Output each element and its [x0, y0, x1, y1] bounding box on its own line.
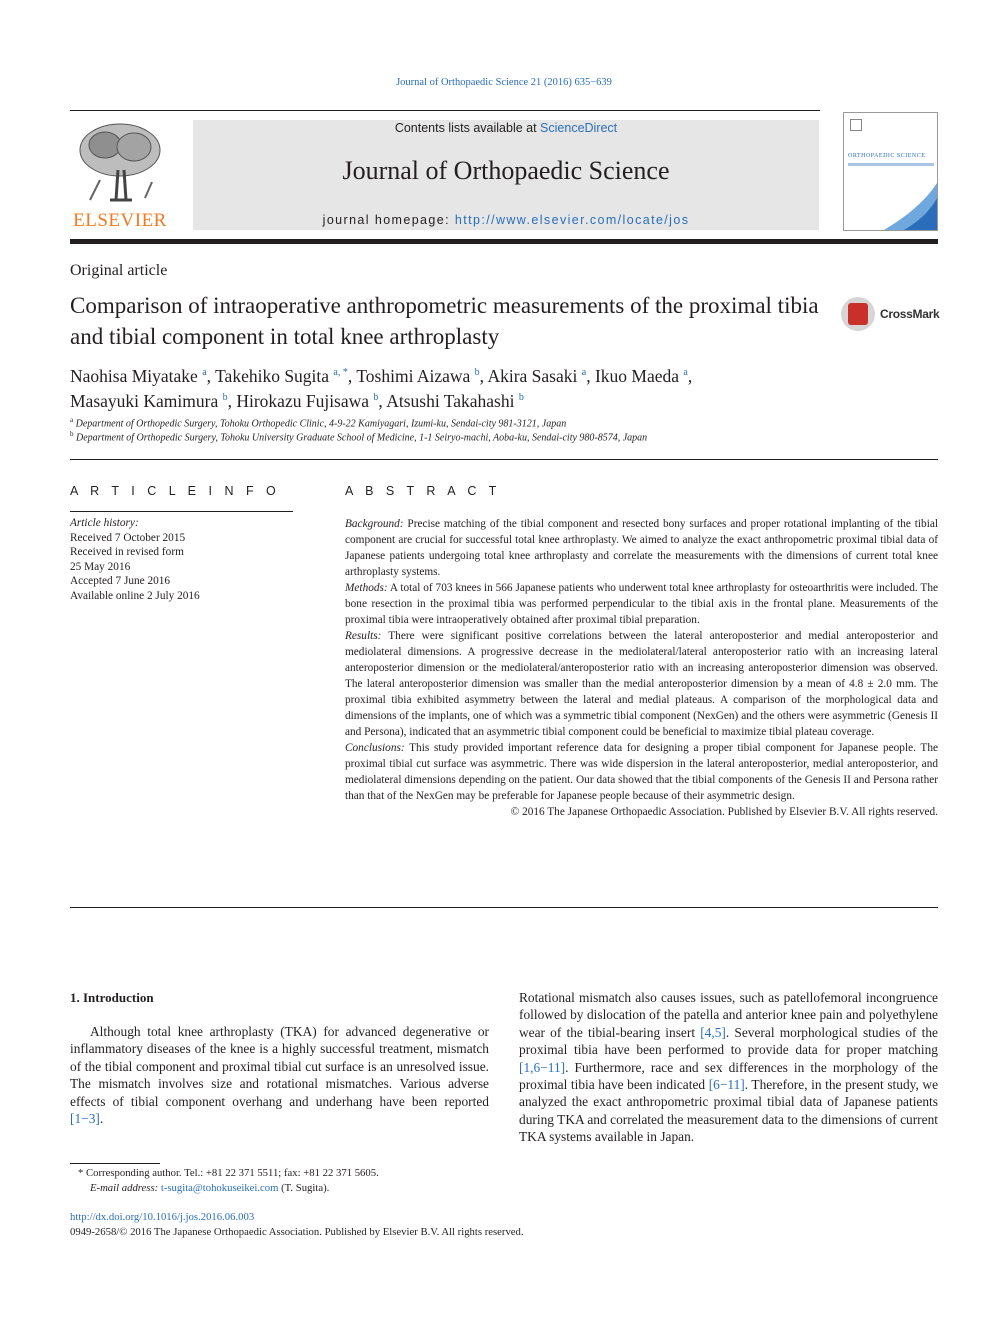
author-affil-sup[interactable]: b [474, 367, 480, 378]
abstract-heading: A B S T R A C T [345, 484, 501, 498]
reference-link[interactable]: [1−3] [70, 1111, 100, 1127]
affiliation-b: $^b$ Department of Orthopedic Surgery, Tohoku University Graduate School of Medicine, 1-1 Seiryo-machi, Aoba-ku, Sendai-city 980-8574, Japan [70, 430, 648, 444]
abstract-copyright: © 2016 The Japanese Orthopaedic Association. Published by Elsevier B.V. All rights reserved. [510, 806, 938, 818]
article-info-heading: A R T I C L E I N F O [70, 484, 281, 498]
author-name[interactable]: Hirokazu Fujisawa [236, 390, 370, 411]
journal-banner [193, 120, 819, 230]
doi-link[interactable]: http://dx.doi.org/10.1016/j.jos.2016.06.003 [70, 1211, 255, 1223]
reference-link[interactable]: [4,5] [700, 1024, 726, 1040]
author-line-1: Naohisa Miyatake $^a$, Takehiko Sugita $^{a, *}$, Toshimi Aizawa $^b$, Akira Sasaki $^a$, Ikuo Maeda $^a$, [70, 365, 693, 386]
intro-paragraph-1: Although total knee arthroplasty (TKA) for advanced degenerative or inflammatory diseases of the knee is a highly successful treatment, mismatch of the tibial component and proximal tibial cut surface is an unresolved issue. The mismatch involves size and rotational mismatches. Various adverse effects of tibial component overhang and underhang have been reported [1−3]. [70, 1024, 489, 1127]
author-affil-sup[interactable]: a [581, 367, 587, 378]
author-list [70, 362, 930, 412]
introduction-heading: 1. Introduction [70, 990, 154, 1005]
journal-title: Journal of Orthopaedic Science [342, 156, 670, 185]
journal-cover-thumbnail[interactable] [843, 112, 938, 231]
corresponding-line: * Corresponding author. Tel.: +81 22 371 5511; fax: +81 22 371 5605. [78, 1167, 379, 1179]
history-item: Received in revised form [70, 546, 184, 558]
contents-line [193, 121, 819, 135]
affiliations-rule [70, 459, 938, 460]
author-name[interactable]: Toshimi Aizawa [356, 365, 471, 386]
elsevier-logo [70, 120, 170, 232]
author-name[interactable]: Masayuki Kamimura [70, 390, 219, 411]
author-affil-sup[interactable]: a [683, 367, 688, 378]
history-item: Accepted 7 June 2016 [70, 575, 171, 587]
author-name[interactable]: Takehiko Sugita [215, 365, 330, 386]
abstract-results: Results: There were significant positive correlations between the lateral anteroposterior and medial anteroposterior and mediolateral dimensions. A progressive decrease in the mediolateral/lateral anteroposterior ratio with an increasing lateral anteroposterior dimension or the mediolateral/anteroposterior ratio with an increasing anteroposterior dimension was observed. The lateral anteroposterior dimension was smaller than the medial anteroposterior dimension by a mean of 4.8 ± 2.0 mm. The proximal tibia exhibited asymmetry between the lateral and medial plateaus. A comparison of the morphological data and dimensions of the implants, one of which was a symmetric tibial component (NexGen) and the others were asymmetric (Genesis II and Persona), indicated that an asymmetric tibial component could be beneficial to maximize tibial plateau coverage. [345, 630, 938, 738]
body-right-column [519, 989, 938, 1146]
crossmark-icon [841, 297, 875, 331]
cover-wave-graphic [844, 113, 937, 230]
crossmark-label: CrossMark [880, 307, 940, 321]
author-name[interactable]: Akira Sasaki [487, 365, 578, 386]
body-left-column [70, 1023, 489, 1127]
abstract-methods: Methods: A total of 703 knees in 566 Japanese patients who underwent total knee arthroplasty for osteoarthritis were included. The bone resection in the proximal tibia was performed perpendicular to the tibial axis in the frontal plane. Measurements of the proximal tibia were intraoperatively obtained after proximal tibial preparation. [345, 582, 938, 626]
history-item: Available online 2 July 2016 [70, 589, 200, 602]
affiliation-a: $^a$ Department of Orthopedic Surgery, Tohoku Orthopedic Clinic, 4-9-22 Kamiyagari, Izumi-ku, Sendai-city 981-3121, Japan [70, 416, 567, 430]
author-line-2: Masayuki Kamimura $^b$, Hirokazu Fujisawa $^b$, Atsushi Takahashi $^b$ [70, 390, 524, 411]
corresponding-author-footnote [70, 1166, 500, 1196]
email-line: E-mail address: t-sugita@tohokuseikei.com (T. Sugita). [90, 1182, 330, 1194]
article-title: Comparison of intraoperative anthropometric measurements of the proximal tibia and tibial component in total knee arthroplasty [70, 293, 819, 349]
author-name[interactable]: Ikuo Maeda [594, 365, 680, 386]
author-affil-sup[interactable]: b [373, 391, 379, 403]
journal-homepage [193, 213, 819, 227]
crossmark-badge[interactable] [841, 297, 941, 333]
author-name[interactable]: Naohisa Miyatake [70, 365, 198, 386]
reference-link[interactable]: [1,6−11] [519, 1059, 566, 1075]
cover-title: ORTHOPAEDIC SCIENCE [848, 153, 926, 159]
header-bottom-rule [70, 239, 938, 244]
journal-citation-link[interactable]: Journal of Orthopaedic Science 21 (2016) 635−639 [396, 77, 612, 88]
email-link[interactable]: t-sugita@tohokuseikei.com [160, 1182, 279, 1194]
author-affil-sup[interactable]: b [222, 391, 228, 403]
author-name[interactable]: Atsushi Takahashi [386, 390, 515, 411]
abstract-body [345, 516, 938, 820]
history-item: 25 May 2016 [70, 560, 131, 573]
article-info-rule [70, 511, 293, 512]
history-label: Article history: [70, 517, 139, 529]
author-affil-sup[interactable]: b [518, 391, 524, 403]
homepage-link[interactable]: http://www.elsevier.com/locate/jos [454, 213, 690, 227]
abstract-background: Background: Precise matching of the tibial component and resected bony surfaces and proper rotational implanting of the tibial component are crucial for successful total knee arthroplasty. We aimed to analyze the exact anthropometric proximal tibial data of Japanese patients undergoing total knee arthroplasty and correlate the measurements with the dimensions of current total knee arthroplasty systems. [345, 518, 938, 578]
sciencedirect-link[interactable]: ScienceDirect [540, 121, 618, 135]
author-affil-sup[interactable]: a, * [333, 367, 348, 378]
elsevier-wordmark: ELSEVIER [73, 210, 167, 231]
homepage-prefix: journal homepage: [322, 213, 455, 227]
history-item: Received 7 October 2015 [70, 531, 186, 544]
elsevier-tree-icon [70, 120, 170, 208]
abstract-conclusions: Conclusions: This study provided important reference data for designing a proper tibial component for Japanese people. The proximal tibial cut surface was asymmetric. There was wide dispersion in the lateral anteroposterior, medial anteroposterior, and mediolateral dimensions depending on the patient. Our data showed that the tibial components of the Genesis II and Persona rather than that of the NexGen may be preferable for Japanese people because of their asymmetric design. [345, 742, 938, 802]
footnote-rule [70, 1163, 160, 1164]
article-type: Original article [70, 262, 168, 279]
issn-copyright: 0949-2658/© 2016 The Japanese Orthopaedic Association. Published by Elsevier B.V. All rights reserved. [70, 1226, 524, 1238]
reference-link[interactable]: [6−11] [708, 1077, 745, 1093]
article-history [70, 516, 300, 603]
author-affil-sup[interactable]: a [202, 367, 207, 378]
header-top-rule [70, 110, 820, 111]
contents-prefix: Contents lists available at [394, 121, 541, 135]
intro-paragraph-2: Rotational mismatch also causes issues, such as patellofemoral incongruence followed by dislocation of the patella and anterior knee pain and polyethylene wear of the tibial-bearing insert [4,5]. Several morphological studies of the proximal tibia have been performed to provide data for proper matching [1,6−11]. Furthermore, race and sex differences in the morphology of the proximal tibia have been indicated [6−11]. Therefore, in the present study, we analyzed the exact anthropometric proximal tibial data of Japanese patients during TKA and correlated the measurement data to the dimensions of current TKA systems available in Japan. [519, 990, 939, 1145]
abstract-end-rule [70, 907, 938, 908]
